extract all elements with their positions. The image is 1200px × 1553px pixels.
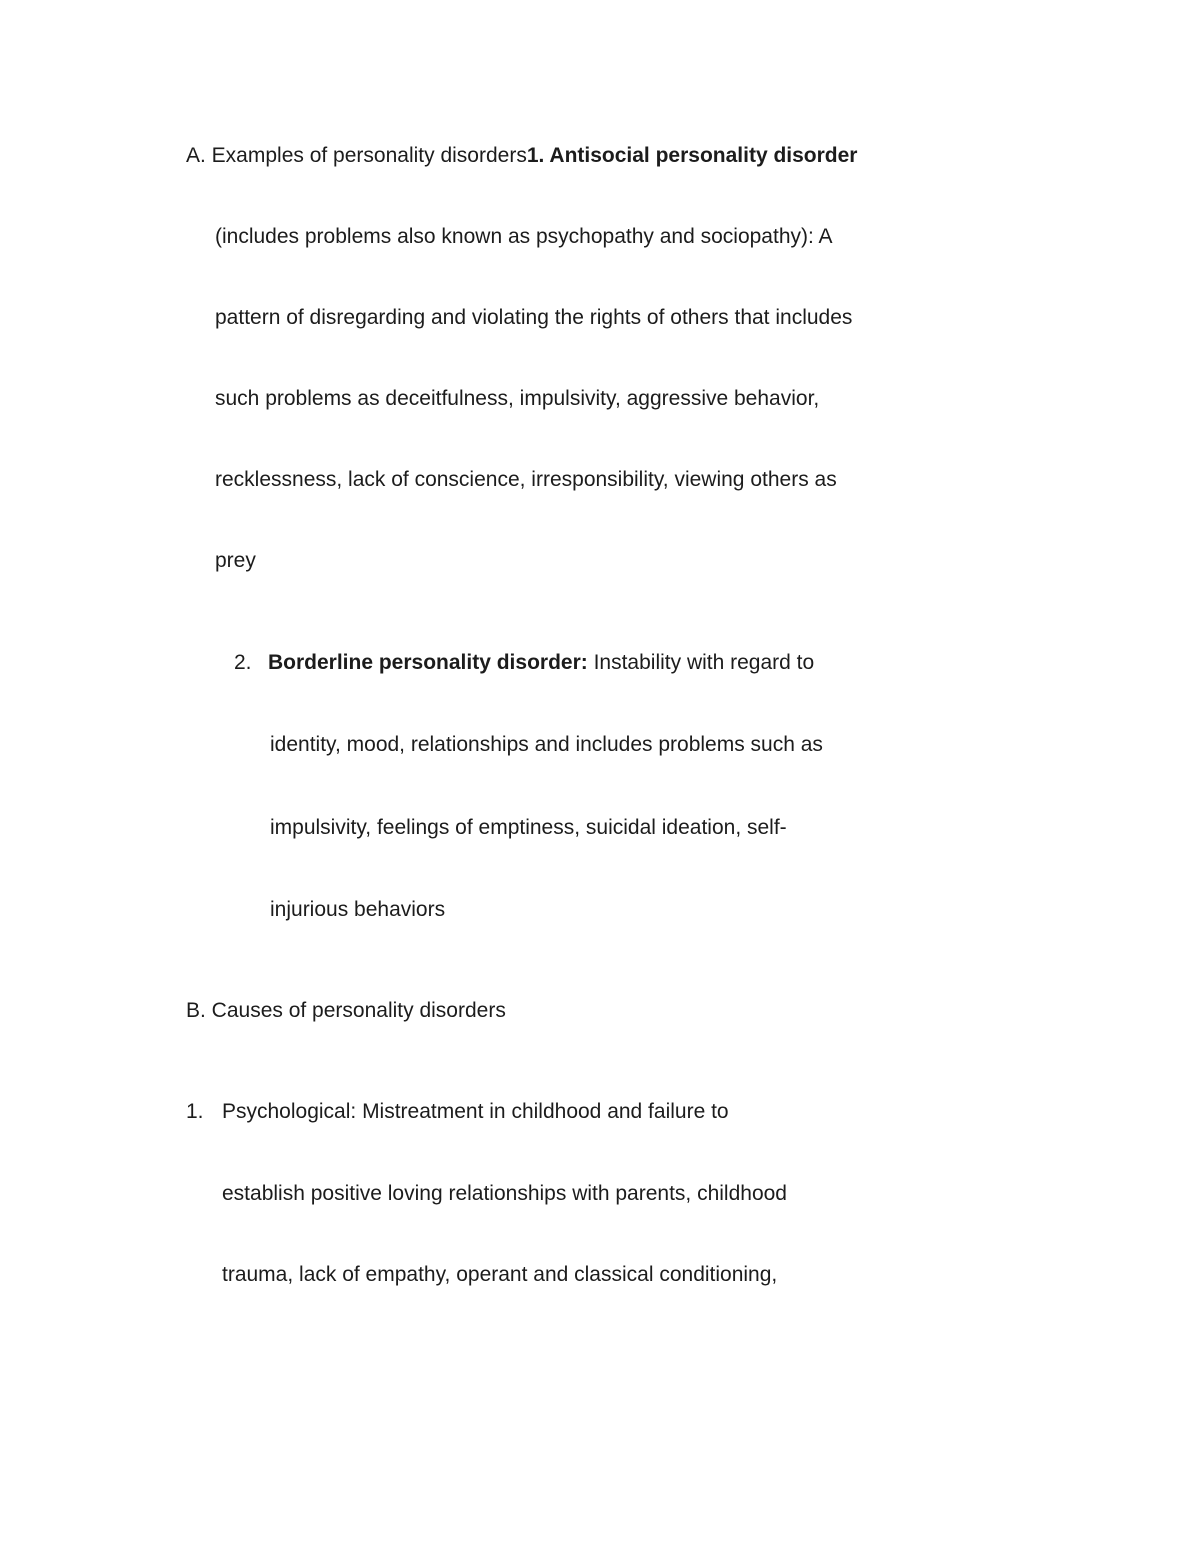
antisocial-line-5: prey: [215, 549, 256, 572]
borderline-disorder-title: Borderline personality disorder:: [268, 651, 588, 674]
borderline-first-line-text: Instability with regard to: [587, 651, 815, 674]
borderline-line-3: impulsivity, feelings of emptiness, suicidal ideation, self-: [270, 816, 787, 839]
psychological-line-3: trauma, lack of empathy, operant and classical conditioning,: [222, 1263, 778, 1286]
section-a-heading-text: A. Examples of personality disorders: [186, 144, 527, 167]
antisocial-line-4: recklessness, lack of conscience, irresponsibility, viewing others as: [215, 468, 837, 491]
antisocial-line-3: such problems as deceitfulness, impulsivity, aggressive behavior,: [215, 387, 820, 410]
section-b-heading: B. Causes of personality disorders: [186, 999, 506, 1022]
antisocial-line-2: pattern of disregarding and violating the rights of others that includes: [215, 306, 853, 329]
borderline-line-4: injurious behaviors: [270, 898, 446, 921]
borderline-item-number: 2.: [234, 651, 252, 674]
psychological-item-number: 1.: [186, 1100, 204, 1123]
psychological-line-2: establish positive loving relationships with parents, childhood: [222, 1182, 787, 1205]
antisocial-line-1: (includes problems also known as psychopathy and sociopathy): A: [215, 225, 833, 248]
borderline-first-line: [268, 650, 814, 676]
antisocial-disorder-title: 1. Antisocial personality disorder: [526, 144, 858, 167]
section-a-heading: [186, 143, 857, 169]
psychological-line-1: Psychological: Mistreatment in childhood and failure to: [222, 1100, 729, 1123]
borderline-line-2: identity, mood, relationships and includes problems such as: [270, 733, 823, 756]
